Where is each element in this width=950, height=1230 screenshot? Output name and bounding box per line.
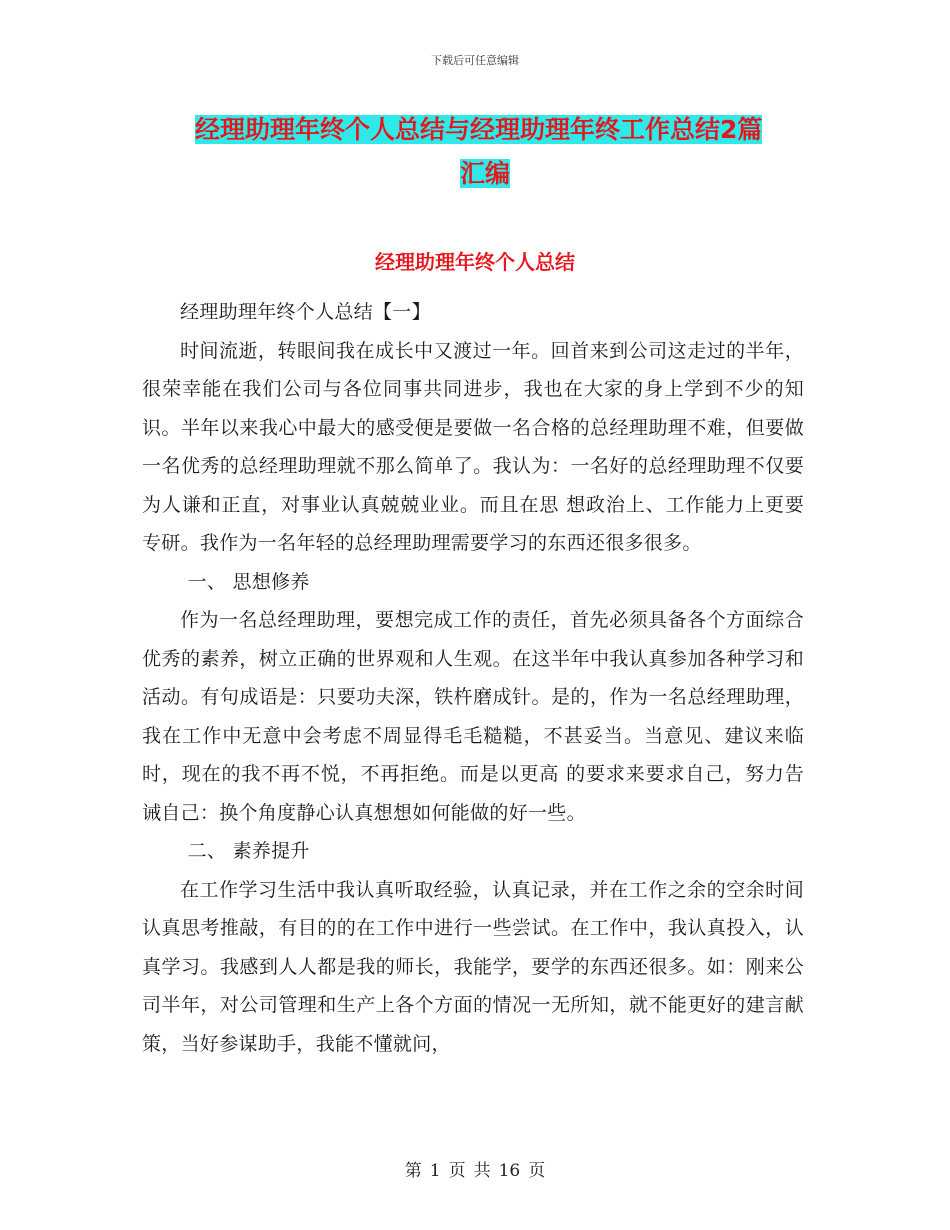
footer-ye: 页 [448,1161,466,1181]
document-title [140,108,820,196]
footer-di: 第 [404,1161,422,1181]
total-pages: 16 [498,1161,521,1181]
page-number: 1 [429,1161,441,1181]
paragraph: 时间流逝，转眼间我在成长中又渡过一年。回首来到公司这走过的半年，很荣幸能在我们公司与各位同事共同进步，我也在大家的身上学到不少的知识。半年以来我心中最大的感受便是要做一名合格的总经理助理不难，但要做一名优秀的总经理助理就不那么简单了。我认为：一名好的总经理助理不仅要为人谦和正直，对事业认真兢兢业业。而且在思 想政治上、工作能力上更要专研。我作为一名年轻的总经理助理需要学习的东西还很多很多。 [142,339,804,554]
section-heading-1: 一、 思想修养 [187,570,310,593]
document-body [142,293,804,1063]
page-footer [0,1156,950,1181]
paragraph-heading-1: 经理助理年终个人总结【一】 [180,301,431,323]
section-title: 经理助理年终个人总结 [375,250,575,274]
title-line-2: 汇编 [459,159,510,188]
footer-ye2: 页 [528,1161,546,1181]
section-heading-2: 二、 素养提升 [187,840,310,862]
page-header-note: 下载后可任意编辑 [431,54,519,67]
title-line-1: 经理助理年终个人总结与经理助理年终工作总结2篇 [195,115,763,144]
paragraph: 在工作学习生活中我认真听取经验，认真记录，并在工作之余的空余时间认真思考推敲，有目的的在工作中进行一些尝试。在工作中，我认真投入，认真学习。我感到人人都是我的师长，我能学，要学的东西还很多。如：刚来公司半年，对公司管理和生产上各个方面的情况一无所知，就不能更好的建言献策，当好参谋助手，我能不懂就问， [142,878,804,1055]
paragraph: 作为一名总经理助理，要想完成工作的责任，首先必须具备各个方面综合优秀的素养，树立正确的世界观和人生观。在这半年中我认真参加各种学习和活动。有句成语是：只要功夫深，铁杵磨成针。是的，作为一名总经理助理，我在工作中无意中会考虑不周显得毛毛糙糙，不甚妥当。当意见、建议来临时，现在的我不再不悦，不再拒绝。而是以更高 的要求来要求自己，努力告诫自己：换个角度静心认真想想如何能做的好一些。 [142,609,804,824]
footer-gong: 共 [473,1161,491,1181]
